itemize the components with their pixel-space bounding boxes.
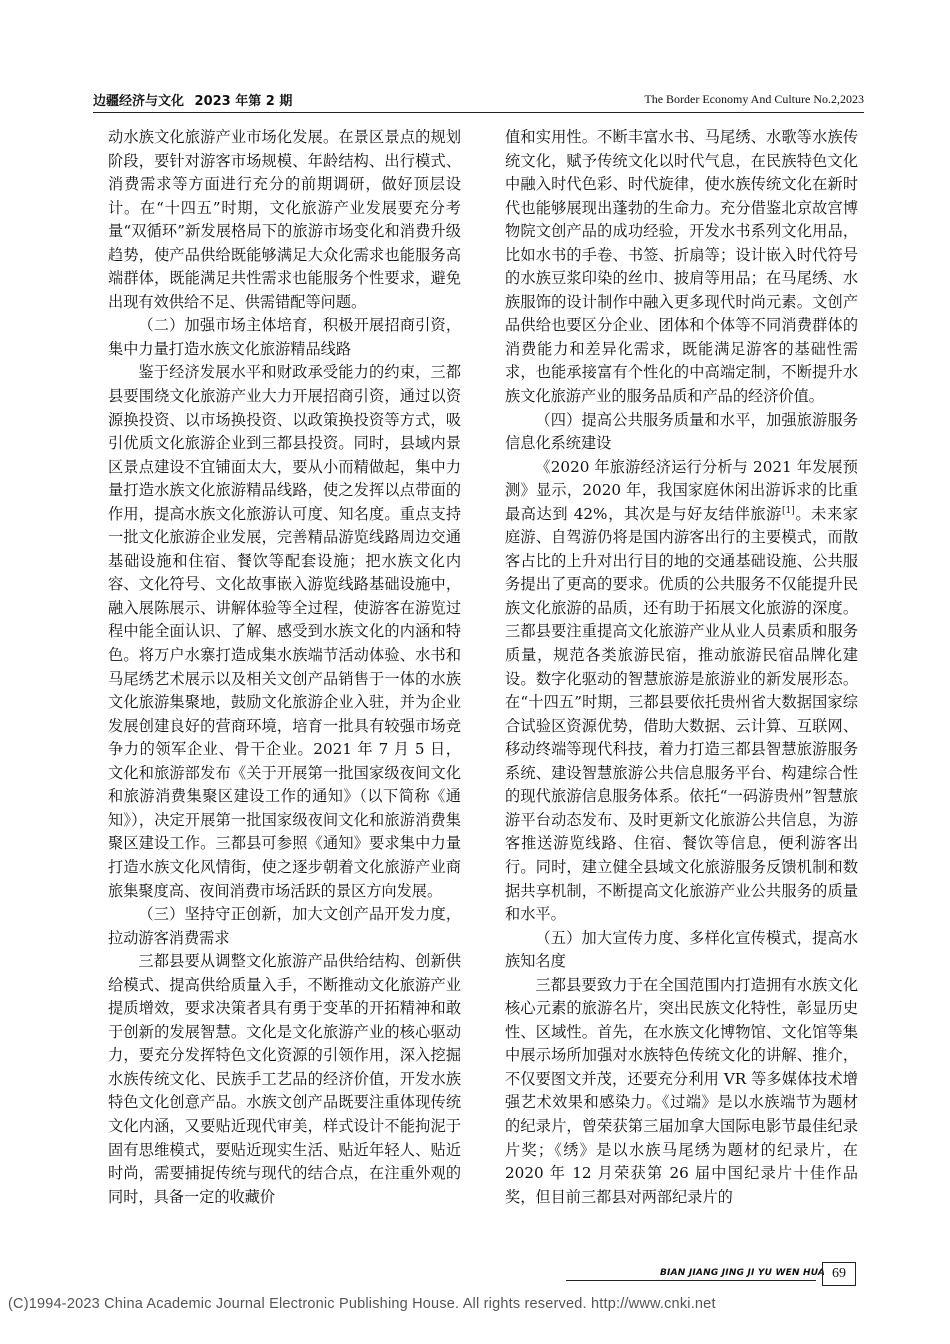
right-column [505,126,858,1209]
page-number: 69 [822,1262,856,1286]
journal-title-cn: 边疆经济与文化 [93,94,185,109]
section-heading: （五）加大宣传力度、多样化宣传模式，提高水族知名度 [505,928,858,971]
paragraph-text: 《2020 年旅游经济运行分析与 2021 年发展预测》显示，2020 年，我国家庭休闲出游诉求的比重最高达到 42%，其次是与好友结伴旅游 [505,457,858,523]
left-column [108,126,461,1209]
paragraph-continued: 值和实用性。不断丰富水书、马尾绣、水歌等水族传统文化，赋予传统文化以时代气息，在民族特色文化中融入时代色彩、时代旋律，使水族传统文化在新时代也能够展现出蓬勃的生命力。充分借鉴北京故宫博物院文创产品的成功经验，开发水书系列文化用品，比如水书的手卷、书签、折扇等；设计嵌入时代符号的水族豆浆印染的丝巾、披肩等用品；在马尾绣、水族服饰的设计制作中融入更多现代时尚元素。文创产品供给也要区分企业、团体和个体等不同消费群体的消费能力和差异化需求，既能满足游客的基础性需求，也能承接富有个性化的中高端定制，不断提升水族文化旅游产业的服务品质和产品的经济价值。 [505,128,858,406]
paragraph: 鉴于经济发展水平和财政承受能力的约束，三都县要围绕文化旅游产业大力开展招商引资，通过以资源换投资、以市场换投资、以政策换投资等方式，吸引优质文化旅游企业到三都县投资。同时，县域内景区景点建设不宜铺面太大，要从小而精做起，集中力量打造水族文化旅游精品线路，使之发挥以点带面的作用，提高水族文化旅游认可度、知名度。重点支持一批文化旅游企业发展，完善精品游览线路周边交通基础设施和住宿、餐饮等配套设施；把水族文化内容、文化符号、文化故事嵌入游览线路基础设施中，融入展陈展示、讲解体验等全过程，使游客在游览过程中能全面认识、了解、感受到水族文化的内涵和特色。将万户水寨打造成集水族端节活动体验、水书和马尾绣艺术展示以及相关文创产品销售于一体的水族文化旅游集聚地，鼓励文化旅游企业入驻，并为企业发展创建良好的营商环境，培育一批具有较强市场竞争力的领军企业、骨干企业。2021 年 7 月 5 日，文化和旅游部发布《关于开展第一批国家级夜间文化和旅游消费集聚区建设工作的通知》（以下简称《通知》），决定开展第一批国家级夜间文化和旅游消费集聚区建设工作。三都县可参照《通知》要求集中力量打造水族文化风情街，使之逐步朝着文化旅游产业商旅集聚度高、夜间消费市场活跃的景区方向发展。 [108,363,461,900]
journal-header-en: The Border Economy And Culture No.2,2023 [644,92,864,106]
header-divider [93,112,864,113]
journal-header-cn [93,90,292,109]
section-heading: （三）坚持守正创新，加大文创产品开发力度，拉动游客消费需求 [108,905,461,947]
footer-journal-pinyin: BIAN JIANG JING JI YU WEN HUA [660,1268,826,1278]
citation-reference[interactable]: [1] [782,505,795,516]
footer-divider [566,1280,816,1281]
section-heading: （四）提高公共服务质量和水平，加强旅游服务信息化系统建设 [505,410,858,453]
paragraph [505,456,858,927]
paragraph-text: 。未来家庭游、自驾游仍将是国内游客出行的主要模式，而散客占比的上升对出行目的地的交通基础设施、公共服务提出了更高的要求。优质的公共服务不仅能提升民族文化旅游的品质，还有助于拓展文化旅游的深度。三都县要注重提高文化旅游产业从业人员素质和服务质量，规范各类旅游民宿，推动旅游民宿品牌化建设。数字化驱动的智慧旅游是旅游业的新发展形态。在“十四五”时期，三都县要依托贵州省大数据国家综合试验区资源优势，借助大数据、云计算、互联网、移动终端等现代科技，着力打造三都县智慧旅游服务系统、建设智慧旅游公共信息服务平台、构建综合性的现代旅游信息服务体系。依托“一码游贵州”智慧旅游平台动态发布、及时更新文化旅游公共信息，为游客推送游览线路、住宿、餐饮等信息，便利游客出行。同时，建立健全县域文化旅游服务反馈机制和数据共享机制，不断提高文化旅游产业公共服务的质量和水平。 [505,504,858,924]
section-heading: （二）加强市场主体培育，积极开展招商引资，集中力量打造水族文化旅游精品线路 [108,316,461,358]
paragraph: 三都县要致力于在全国范围内打造拥有水族文化核心元素的旅游名片，突出民族文化特性，彰显历史性、区域性。首先，在水族文化博物馆、文化馆等集中展示场所加强对水族特色传统文化的讲解、推介，不仅要图文并茂，还要充分利用 VR 等多媒体技术增强艺术效果和感染力。《过端》是以水族端节为题材的纪录片，曾荣获第三届加拿大国际电影节最佳纪录片奖；《绣》是以水族马尾绣为题材的纪录片，在 2020 年 12 月荣获第 26 届中国纪录片十佳作品奖，但目前三都县对两部纪录片的 [505,975,858,1206]
copyright-notice: (C)1994-2023 China Academic Journal Electronic Publishing House. All rights reserved. http://www.cnki.net [8,1296,716,1312]
paragraph: 三都县要从调整文化旅游产品供给结构、创新供给模式、提高供给质量入手，不断推动文化旅游产业提质增效，要求决策者具有勇于变革的开拓精神和敢于创新的发展智慧。文化是文化旅游产业的核心驱动力，要充分发挥特色文化资源的引领作用，深入挖掘水族传统文化、民族手工艺品的经济价值，开发水族特色文化创意产品。水族文创产品既要注重体现传统文化内涵，又要贴近现代审美，样式设计不能拘泥于固有思维模式，要贴近现实生活、贴近年轻人、贴近时尚，需要捕捉传统与现代的结合点，在注重外观的同时，具备一定的收藏价 [108,952,461,1206]
paragraph-continued: 动水族文化旅游产业市场化发展。在景区景点的规划阶段，要针对游客市场规模、年龄结构、出行模式、消费需求等方面进行充分的前期调研，做好顶层设计。在“十四五”时期，文化旅游产业发展要充分考量“双循环”新发展格局下的旅游市场变化和消费升级趋势，使产品供给既能够满足大众化需求也能服务高端群体，既能满足共性需求也能服务个性要求，避免出现有效供给不足、供需错配等问题。 [108,128,461,311]
journal-issue-cn: 2023 年第 2 期 [194,94,293,109]
